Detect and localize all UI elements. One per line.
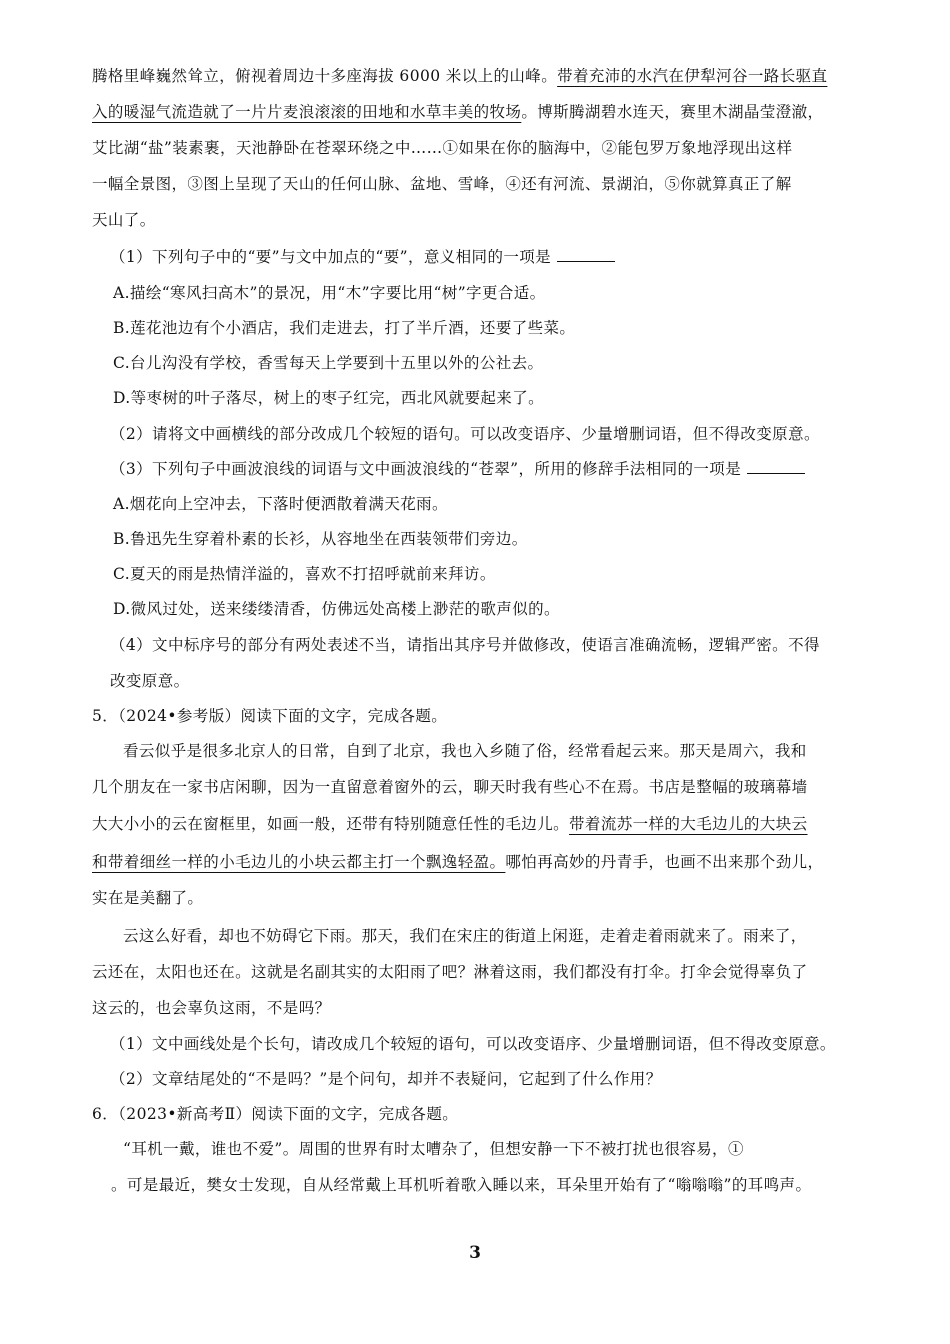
passage-line: 。可是最近，樊女士发现，自从经常戴上耳机听着歌入睡以来，耳朵里开始有了“嗡嗡嗡”的耳鸣声。 (111, 1176, 812, 1194)
question-text: （3）下列句子中画波浪线的词语与文中画波浪线的“苍翠”，所用的修辞手法相同的一项是 (110, 460, 742, 478)
passage-line: 几个朋友在一家书店闲聊，因为一直留意着窗外的云，聊天时我有些心不在焉。书店是整幅的玻璃幕墙 (92, 778, 808, 796)
passage-line: 看云似乎是很多北京人的日常，自到了北京，我也入乡随了俗，经常看起云来。那天是周六，我和 (123, 742, 807, 760)
passage-line: 云还在，太阳也还在。这就是名副其实的太阳雨了吧？淋着这雨，我们都没有打伞。打伞会觉得辜负了 (92, 963, 808, 981)
page-number: 3 (469, 1243, 481, 1263)
answer-blank (557, 251, 615, 262)
passage-line: 艾比湖“盐”装素裹，天池静卧在苍翠环绕之中……①如果在你的脑海中，②能包罗万象地浮现出这样 (92, 139, 793, 157)
question-4-4: （4）文中标序号的部分有两处表述不当，请指出其序号并做修改，使语言准确流畅，逻辑严密。不得 (110, 636, 820, 654)
underlined-text: 带着充沛的水汽在伊犁河谷一路长驱直 (557, 67, 828, 85)
option-a: A.烟花向上空冲去，下落时便洒散着满天花雨。 (113, 495, 448, 513)
passage-line: 云这么好看，却也不妨碍它下雨。那天，我们在宋庄的街道上闲逛，走着走着雨就来了。雨来了， (123, 927, 807, 945)
option-a: A.描绘“寒风扫高木”的景况，用“木”字要比用“树”字更合适。 (113, 284, 546, 302)
option-d: D.微风过处，送来缕缕清香，仿佛远处高楼上渺茫的歌声似的。 (113, 600, 560, 618)
passage-line: 一幅全景图，③图上呈现了天山的任何山脉、盆地、雪峰，④还有河流、景湖泊，⑤你就算真正了解 (92, 175, 792, 193)
option-c: C.台儿沟没有学校，香雪每天上学要到十五里以外的公社去。 (113, 354, 544, 372)
passage-line (92, 100, 823, 122)
passage-line: 实在是美翻了。 (92, 889, 204, 907)
option-b: B.鲁迅先生穿着朴素的长衫，从容地坐在西装领带们旁边。 (113, 530, 528, 548)
question-4-1 (110, 245, 615, 267)
question-5-1: （1）文中画线处是个长句，请改成几个较短的语句，可以改变语序、少量增删词语，但不得改变原意。 (110, 1035, 836, 1053)
passage-line: 天山了。 (92, 211, 156, 229)
text-span: 腾格里峰巍然耸立，俯视着周边十多座海拔 6000 米以上的山峰。 (92, 67, 558, 85)
question-5-heading: 5．（2024•参考版）阅读下面的文字，完成各题。 (92, 707, 448, 725)
text-span: 哪怕再高妙的丹青手，也画不出来那个劲儿， (505, 853, 824, 871)
option-b: B.莲花池边有个小酒店，我们走进去，打了半斤酒，还要了些菜。 (113, 319, 576, 337)
text-span: 大大小小的云在窗框里，如画一般，还带有特别随意任性的毛边儿。 (92, 815, 570, 833)
underlined-text: 和带着细丝一样的小毛边儿的小块云都主打一个飘逸轻盈。 (92, 853, 506, 871)
passage-line: “耳机一戴，谁也不爱”。周围的世界有时太嘈杂了，但想安静一下不被打扰也很容易，① (123, 1140, 744, 1158)
question-6-heading: 6．（2023•新高考Ⅱ）阅读下面的文字，完成各题。 (92, 1105, 459, 1123)
passage-line (92, 64, 827, 86)
answer-blank (747, 463, 805, 474)
question-5-2: （2）文章结尾处的“不是吗？”是个问句，却并不表疑问，它起到了什么作用？ (110, 1070, 662, 1088)
passage-line (92, 850, 823, 872)
underlined-text: 带着流苏一样的大毛边儿的大块云 (569, 815, 808, 833)
underlined-text: 入的暖湿气流造就了一片片麦浪滚滚的田地和水草丰美的牧场 (92, 103, 522, 121)
question-text: （1）下列句子中的“要”与文中加点的“要”，意义相同的一项是 (110, 248, 552, 266)
passage-line: 这云的，也会辜负这雨，不是吗？ (92, 999, 331, 1017)
question-4-2: （2）请将文中画横线的部分改成几个较短的语句。可以改变语序、少量增删词语，但不得改变原意。 (110, 425, 820, 443)
text-span: 。博斯腾湖碧水连天，赛里木湖晶莹澄澈， (521, 103, 824, 121)
option-c: C.夏天的雨是热情洋溢的，喜欢不打招呼就前来拜访。 (113, 565, 496, 583)
question-4-4-cont: 改变原意。 (110, 672, 190, 690)
option-d: D.等枣树的叶子落尽，树上的枣子红完，西北风就要起来了。 (113, 389, 545, 407)
question-4-3 (110, 457, 805, 479)
passage-line (92, 812, 808, 834)
